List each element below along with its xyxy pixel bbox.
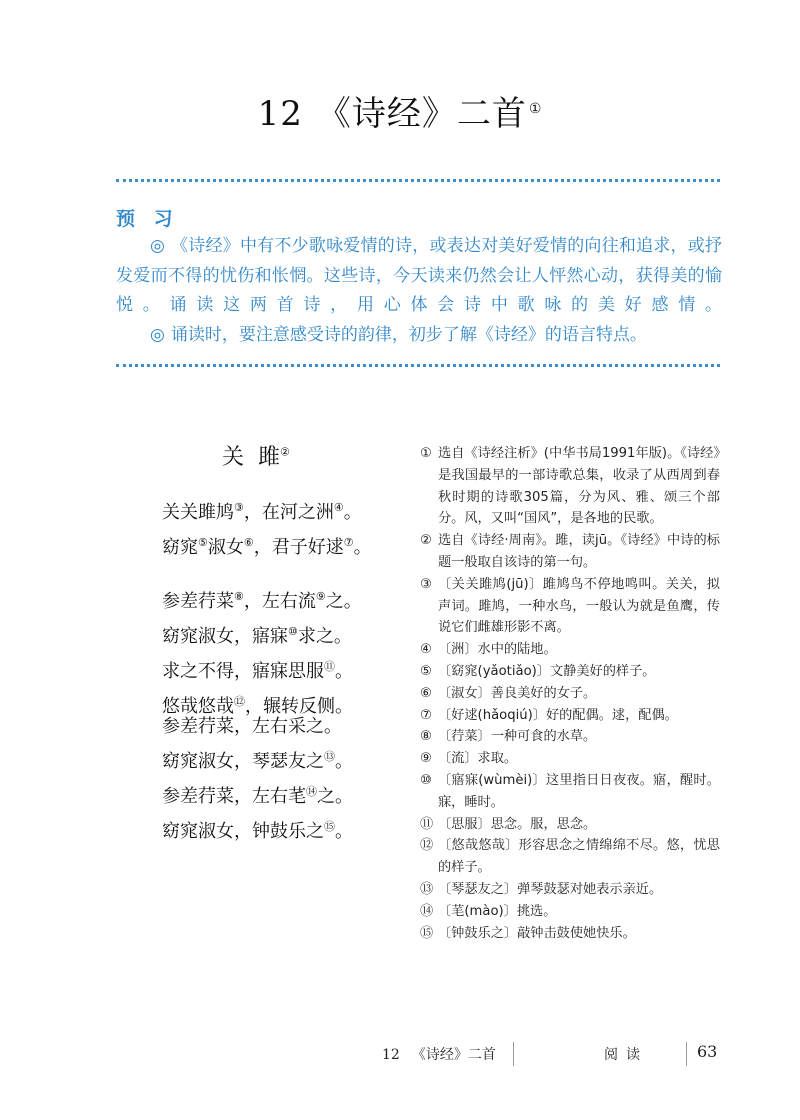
- bullet-icon: ◎: [150, 236, 166, 256]
- poem-stanza-2: [162, 582, 412, 722]
- title-footnote-mark: ①: [528, 100, 543, 117]
- footnote-item: ⑨ 〔流〕求取。: [420, 751, 518, 767]
- poem-line: 关关雎鸠③，在河之洲④。: [162, 501, 362, 523]
- preview-section: [116, 232, 722, 350]
- poem-title-mark: ②: [280, 445, 290, 459]
- poem-line: 窈窕淑女，钟鼓乐之⑮。: [162, 820, 353, 842]
- footnotes: [420, 443, 720, 944]
- footnote-item: ⑧ 〔荇菜〕一种可食的水草。: [420, 729, 597, 745]
- poem-stanza-1: [162, 493, 412, 563]
- poem-title: 关 雎②: [222, 445, 290, 470]
- poem-line: 参差荇菜，左右芼⑭之。: [162, 785, 353, 807]
- footnote-item: ⑩ 〔寤寐(wùmèi)〕这里指日日夜夜。寤，醒时。寐，睡时。: [420, 772, 720, 810]
- footer-divider: [686, 1042, 687, 1066]
- footnote-item: ⑤ 〔窈窕(yǎotiǎo)〕文静美好的样子。: [420, 663, 656, 679]
- page-title: [0, 86, 800, 135]
- footnote-item: ① 选自《诗经注析》(中华书局1991年版)。《诗经》是我国最早的一部诗歌总集，收录了从西周到春秋时期的诗歌305篇，分为风、雅、颂三个部分。风，又叫“国风”，是各地的民歌。: [420, 446, 720, 527]
- preview-heading: 预 习: [116, 208, 179, 230]
- footnote-item: ⑫ 〔悠哉悠哉〕形容思念之情绵绵不尽。悠，忧思的样子。: [420, 838, 720, 876]
- footnote-item: ⑬ 〔琴瑟友之〕弹琴鼓瑟对她表示亲近。: [420, 881, 663, 897]
- footnote-item: ③ 〔关关雎鸠(jū)〕雎鸠鸟不停地鸣叫。关关，拟声词。雎鸠，一种水鸟，一般认为就是鱼鹰，传说它们雌雄形影不离。: [420, 576, 720, 636]
- preview-paragraph-2: ◎ 诵读时，要注意感受诗的韵律，初步了解《诗经》的语言特点。: [150, 324, 647, 345]
- footnote-item: ⑥ 〔淑女〕善良美好的女子。: [420, 685, 597, 701]
- footnote-item: ⑪ 〔思服〕思念。服，思念。: [420, 816, 597, 832]
- page-number: 63: [697, 1042, 718, 1061]
- bullet-icon: ◎: [150, 324, 165, 345]
- footnote-item: ⑭ 〔芼(mào)〕挑选。: [420, 903, 557, 919]
- footnote-item: ② 选自《诗经·周南》。雎，读jū。《诗经》中诗的标题一般取自该诗的第一句。: [420, 533, 720, 570]
- preview-paragraph-1: ◎ 《诗经》中有不少歌咏爱情的诗，或表达对美好爱情的向往和追求，或抒发爱而不得的忧伤和怅惘。这些诗，今天读来仍然会让人怦然心动，获得美的愉悦。诵读这两首诗，用心体会诗中歌咏的美好感情。: [116, 236, 722, 315]
- poem-line: 求之不得，寤寐思服⑪。: [162, 660, 353, 682]
- poem-stanza-3: [162, 712, 412, 847]
- poem-line: 悠哉悠哉⑫，辗转反侧。: [162, 695, 353, 717]
- footer-divider: [513, 1042, 514, 1066]
- poem-line: 窈窕淑女，琴瑟友之⑬。: [162, 750, 353, 772]
- poem-line: 窈窕⑤淑女⑥，君子好逑⑦。: [162, 536, 372, 558]
- lesson-title: 《诗经》二首: [316, 94, 527, 134]
- poem-line: 参差荇菜⑧，左右流⑨之。: [162, 590, 362, 612]
- lesson-number: 12: [257, 94, 303, 134]
- footer-section: 阅读: [604, 1047, 648, 1063]
- poem-line: 参差荇菜，左右采之。: [162, 716, 342, 737]
- divider-bottom: [116, 364, 720, 367]
- footnote-item: ④ 〔洲〕水中的陆地。: [420, 642, 557, 658]
- divider-top: [116, 179, 720, 182]
- footnote-item: ⑮ 〔钟鼓乐之〕敲钟击鼓使她快乐。: [420, 925, 636, 941]
- footer-lesson: 12 《诗经》二首: [382, 1047, 496, 1063]
- poem-line: 窈窕淑女，寤寐⑩求之。: [162, 625, 352, 647]
- footnote-item: ⑦ 〔好逑(hǎoqiú)〕好的配偶。逑，配偶。: [420, 707, 678, 723]
